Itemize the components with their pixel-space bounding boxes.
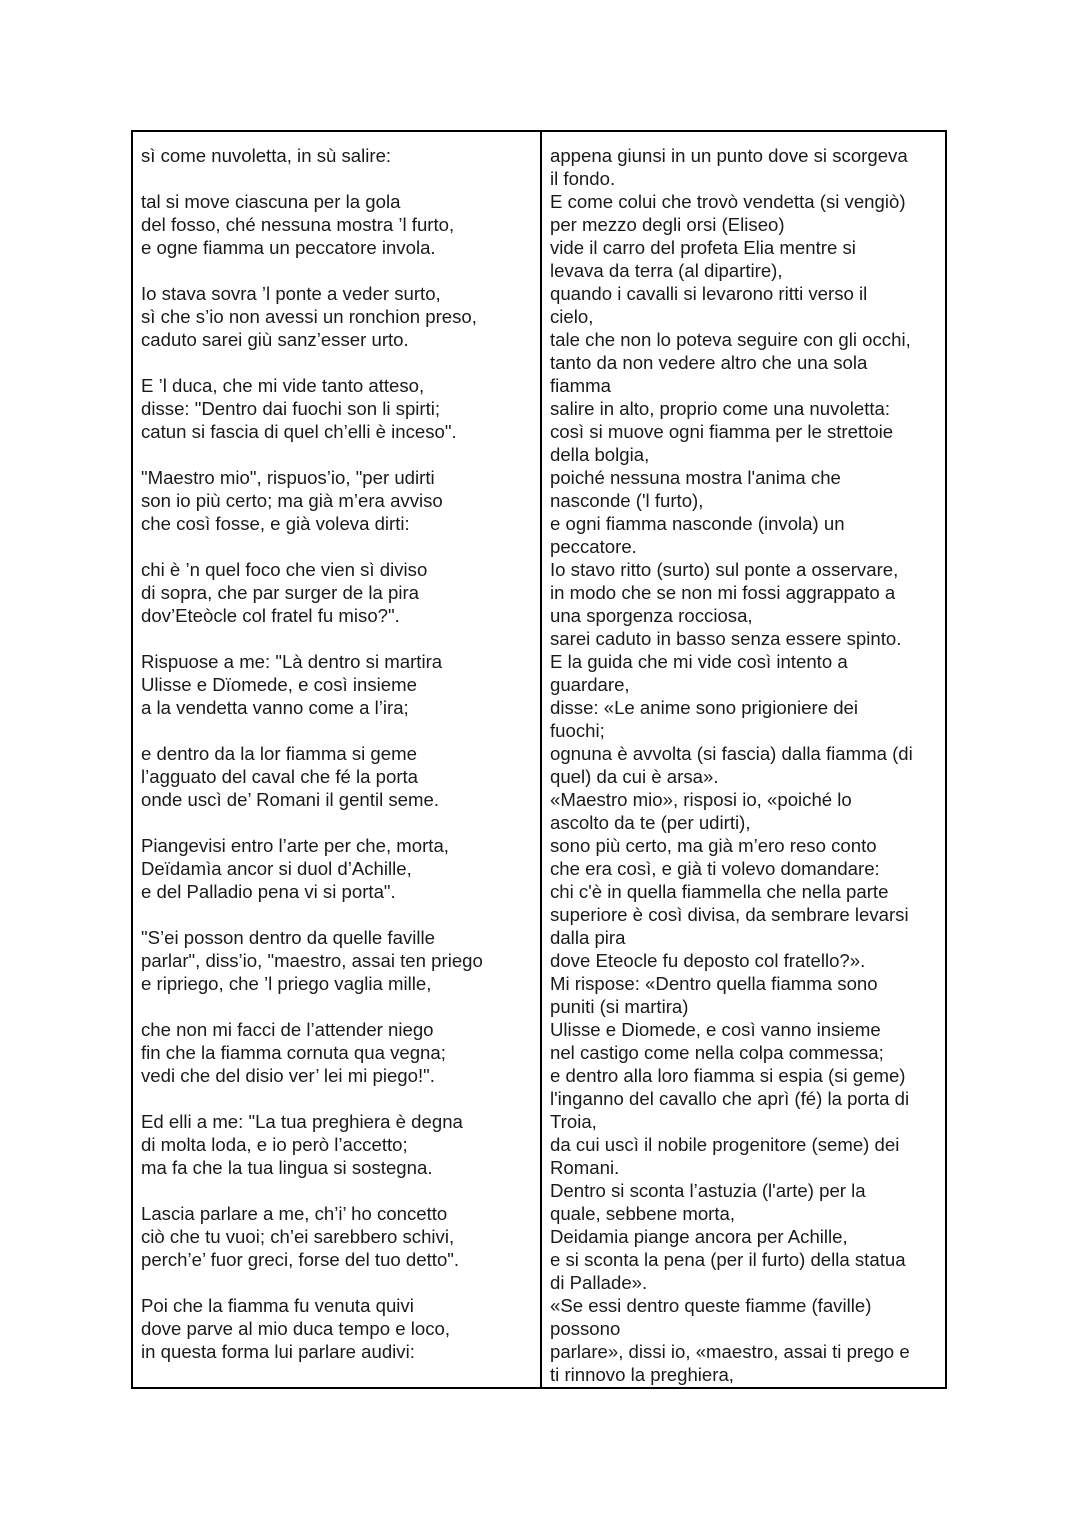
verse-stanza bbox=[141, 926, 534, 995]
translation-line: guardare, bbox=[550, 674, 630, 695]
translation-table bbox=[131, 130, 947, 1389]
translation-line: tanto da non vedere altro che una sola bbox=[550, 352, 868, 373]
verse-stanza bbox=[141, 1018, 534, 1087]
verse-line: e ogne fiamma un peccatore invola. bbox=[141, 237, 436, 258]
translation-line: disse: «Le anime sono prigioniere dei bbox=[550, 697, 859, 718]
translation-line: di Pallade». bbox=[550, 1272, 648, 1293]
verse-stanza bbox=[141, 558, 534, 627]
verse-line: Poi che la fiamma fu venuta quivi bbox=[141, 1295, 414, 1316]
verse-line: ciò che tu vuoi; ch’ei sarebbero schivi, bbox=[141, 1226, 455, 1247]
verse-line: sì che s’io non avessi un ronchion preso, bbox=[141, 306, 477, 327]
translation-line: Ulisse e Diomede, e così vanno insieme bbox=[550, 1019, 881, 1040]
verse-stanza bbox=[141, 650, 534, 719]
verse-line: ma fa che la tua lingua si sostegna. bbox=[141, 1157, 433, 1178]
translation-line: e dentro alla loro fiamma si espia (si geme) bbox=[550, 1065, 906, 1086]
translation-line: Troia, bbox=[550, 1111, 597, 1132]
verse-stanza bbox=[141, 282, 534, 351]
translation-line: Dentro si sconta l’astuzia (l'arte) per la bbox=[550, 1180, 866, 1201]
translation-line: ti rinnovo la preghiera, bbox=[550, 1364, 734, 1385]
verse-line: dove parve al mio duca tempo e loco, bbox=[141, 1318, 451, 1339]
verse-line: "Maestro mio", rispuos’io, "per udirti bbox=[141, 467, 435, 488]
verse-line: l’agguato del caval che fé la porta bbox=[141, 766, 419, 787]
translation-line: appena giunsi in un punto dove si scorgeva bbox=[550, 145, 908, 166]
verse-line: e dentro da la lor fiamma si geme bbox=[141, 743, 417, 764]
translation-line: peccatore. bbox=[550, 536, 637, 557]
translation-line: tale che non lo poteva seguire con gli occhi, bbox=[550, 329, 911, 350]
verse-line: E ’l duca, che mi vide tanto atteso, bbox=[141, 375, 425, 396]
verse-stanza bbox=[141, 144, 534, 167]
translation-line: e ogni fiamma nasconde (invola) un bbox=[550, 513, 845, 534]
translation-line: sono più certo, ma già m’ero reso conto bbox=[550, 835, 877, 856]
verse-line: tal si move ciascuna per la gola bbox=[141, 191, 401, 212]
verse-line: Piangevisi entro l’arte per che, morta, bbox=[141, 835, 449, 856]
translation-line: nel castigo come nella colpa commessa; bbox=[550, 1042, 884, 1063]
translation-line: dove Eteocle fu deposto col fratello?». bbox=[550, 950, 866, 971]
translation-line: Mi rispose: «Dentro quella fiamma sono bbox=[550, 973, 878, 994]
translation-line: così si muove ogni fiamma per le strettoie bbox=[550, 421, 894, 442]
translation-column bbox=[542, 132, 945, 1387]
translation-line: superiore è così divisa, da sembrare levarsi bbox=[550, 904, 909, 925]
translation-line: sarei caduto in basso senza essere spinto. bbox=[550, 628, 902, 649]
verse-line: in questa forma lui parlare audivi: bbox=[141, 1341, 415, 1362]
verse-line: Rispuose a me: "Là dentro si martira bbox=[141, 651, 443, 672]
verse-line: perch’e’ fuor greci, forse del tuo detto". bbox=[141, 1249, 460, 1270]
translation-line: parlare», dissi io, «maestro, assai ti prego e bbox=[550, 1341, 910, 1362]
translation-line: Deidamia piange ancora per Achille, bbox=[550, 1226, 848, 1247]
verse-line: Ed elli a me: "La tua preghiera è degna bbox=[141, 1111, 463, 1132]
translation-line: Romani. bbox=[550, 1157, 620, 1178]
verse-line: del fosso, ché nessuna mostra ’l furto, bbox=[141, 214, 455, 235]
verse-line: sì come nuvoletta, in sù salire: bbox=[141, 145, 392, 166]
translation-line: fuochi; bbox=[550, 720, 605, 741]
translation-line: Io stavo ritto (surto) sul ponte a osservare, bbox=[550, 559, 899, 580]
verse-line: Io stava sovra ’l ponte a veder surto, bbox=[141, 283, 441, 304]
verse-line: vedi che del disio ver’ lei mi piego!". bbox=[141, 1065, 435, 1086]
translation-line: puniti (si martira) bbox=[550, 996, 689, 1017]
translation-line: fiamma bbox=[550, 375, 611, 396]
verse-line: di sopra, che par surger de la pira bbox=[141, 582, 420, 603]
translation-line: quel) da cui è arsa». bbox=[550, 766, 719, 787]
verse-line: caduto sarei giù sanz’esser urto. bbox=[141, 329, 409, 350]
translation-line: quando i cavalli si levarono ritti verso il bbox=[550, 283, 868, 304]
verse-line: di molta loda, e io però l’accetto; bbox=[141, 1134, 408, 1155]
verse-line: son io più certo; ma già m’era avviso bbox=[141, 490, 443, 511]
verse-line: onde uscì de’ Romani il gentil seme. bbox=[141, 789, 439, 810]
translation-line: chi c'è in quella fiammella che nella parte bbox=[550, 881, 889, 902]
verse-line: catun si fascia di quel ch’elli è inceso". bbox=[141, 421, 457, 442]
translation-line: «Se essi dentro queste fiamme (faville) bbox=[550, 1295, 872, 1316]
translation-line: levava da terra (al dipartire), bbox=[550, 260, 783, 281]
original-text-column bbox=[133, 132, 542, 1387]
verse-line: Lascia parlare a me, ch’i’ ho concetto bbox=[141, 1203, 448, 1224]
translation-line: ascolto da te (per udirti), bbox=[550, 812, 751, 833]
verse-line: che così fosse, e già voleva dirti: bbox=[141, 513, 410, 534]
translation-line: della bolgia, bbox=[550, 444, 650, 465]
translation-line: dalla pira bbox=[550, 927, 626, 948]
translation-line: E la guida che mi vide così intento a bbox=[550, 651, 848, 672]
translation-line: possono bbox=[550, 1318, 621, 1339]
translation-line: e si sconta la pena (per il furto) della statua bbox=[550, 1249, 906, 1270]
translation-line: vide il carro del profeta Elia mentre si bbox=[550, 237, 856, 258]
translation-line: per mezzo degli orsi (Eliseo) bbox=[550, 214, 785, 235]
verse-stanza bbox=[141, 742, 534, 811]
verse-stanza bbox=[141, 190, 534, 259]
translation-line: E come colui che trovò vendetta (si vengiò) bbox=[550, 191, 906, 212]
verse-line: fin che la fiamma cornuta qua vegna; bbox=[141, 1042, 446, 1063]
verse-stanza bbox=[141, 374, 534, 443]
translation-line: che era così, e già ti volevo domandare: bbox=[550, 858, 880, 879]
translation-line: una sporgenza rocciosa, bbox=[550, 605, 753, 626]
translation-line: il fondo. bbox=[550, 168, 616, 189]
verse-stanza bbox=[141, 1110, 534, 1179]
verse-stanza bbox=[141, 1294, 534, 1363]
verse-stanza bbox=[141, 1202, 534, 1271]
verse-line: Deïdamìa ancor si duol d’Achille, bbox=[141, 858, 412, 879]
verse-line: "S’ei posson dentro da quelle faville bbox=[141, 927, 435, 948]
verse-line: chi è ’n quel foco che vien sì diviso bbox=[141, 559, 428, 580]
verse-line: a la vendetta vanno come a l’ira; bbox=[141, 697, 409, 718]
verse-stanza bbox=[141, 834, 534, 903]
translation-line: l'inganno del cavallo che aprì (fé) la porta di bbox=[550, 1088, 910, 1109]
translation-line: ognuna è avvolta (si fascia) dalla fiamma (di bbox=[550, 743, 913, 764]
verse-line: disse: "Dentro dai fuochi son li spirti; bbox=[141, 398, 441, 419]
verse-line: e del Palladio pena vi si porta". bbox=[141, 881, 396, 902]
verse-line: parlar", diss’io, "maestro, assai ten priego bbox=[141, 950, 483, 971]
translation-line: salire in alto, proprio come una nuvoletta: bbox=[550, 398, 891, 419]
verse-line: che non mi facci de l’attender niego bbox=[141, 1019, 434, 1040]
verse-line: e ripriego, che ’l priego vaglia mille, bbox=[141, 973, 432, 994]
translation-line: da cui uscì il nobile progenitore (seme) dei bbox=[550, 1134, 900, 1155]
translation-line: nasconde ('l furto), bbox=[550, 490, 704, 511]
translation-line: poiché nessuna mostra l'anima che bbox=[550, 467, 841, 488]
verse-stanza bbox=[141, 466, 534, 535]
verse-line: Ulisse e Dïomede, e così insieme bbox=[141, 674, 417, 695]
translation-line: in modo che se non mi fossi aggrappato a bbox=[550, 582, 896, 603]
translation-line: cielo, bbox=[550, 306, 594, 327]
translation-line: «Maestro mio», risposi io, «poiché lo bbox=[550, 789, 852, 810]
verse-line: dov’Eteòcle col fratel fu miso?". bbox=[141, 605, 400, 626]
translation-line: quale, sebbene morta, bbox=[550, 1203, 736, 1224]
